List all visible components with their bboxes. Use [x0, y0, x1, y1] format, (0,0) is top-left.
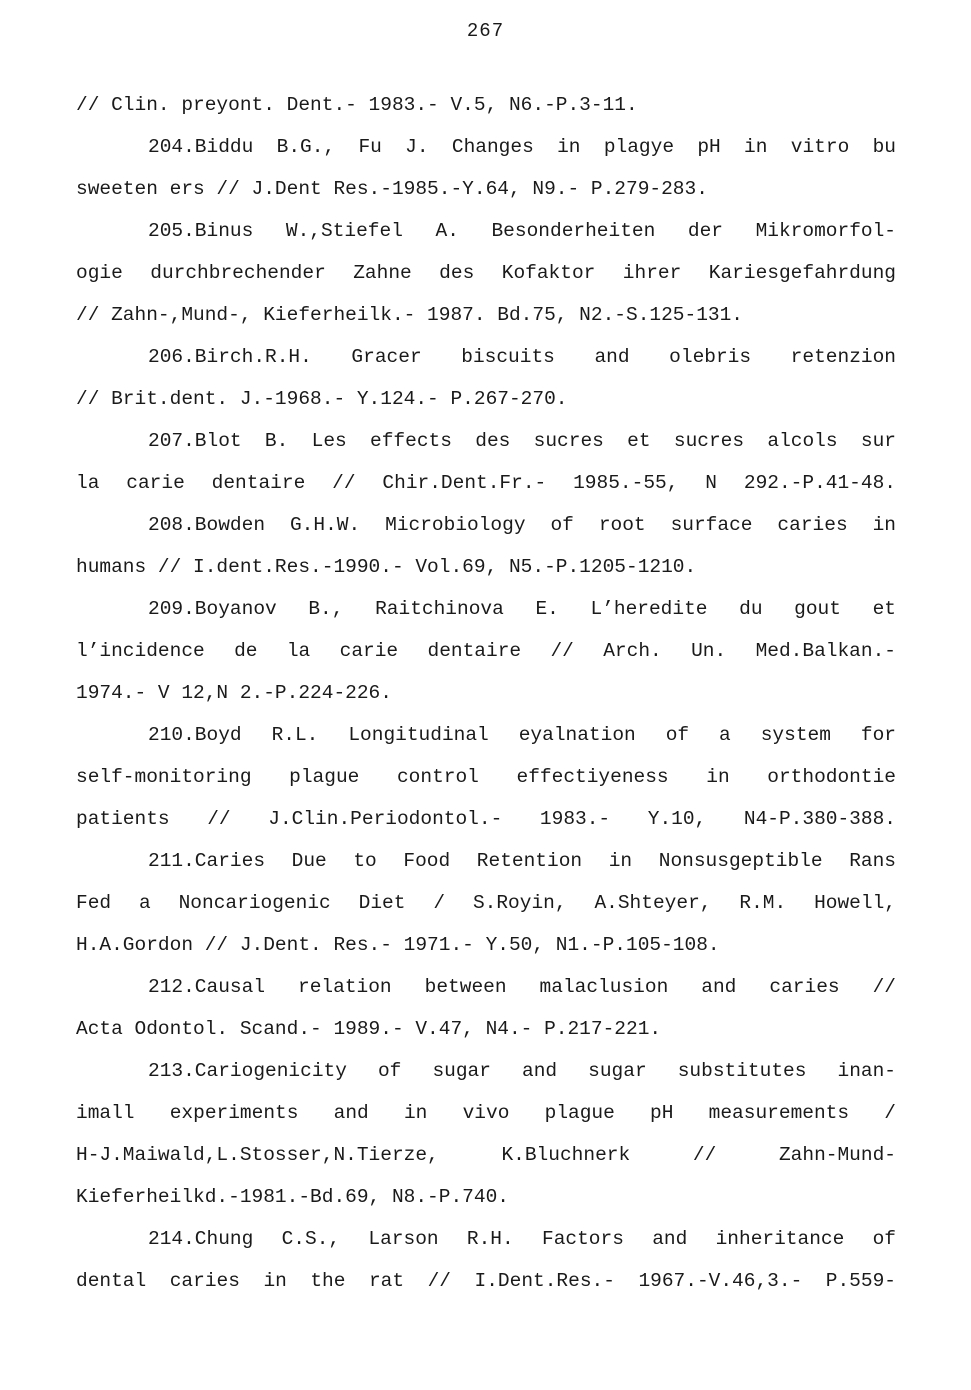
- reference-line: 204.Biddu B.G., Fu J. Changes in plagye pH in vitro bu: [148, 136, 896, 158]
- reference-line: self-monitoring plague control effectiyeness in orthodontie: [76, 766, 896, 788]
- reference-line: humans // I.dent.Res.-1990.- Vol.69, N5.-P.1205-1210.: [76, 556, 697, 578]
- reference-line: // Brit.dent. J.-1968.- Y.124.- P.267-270.: [76, 388, 568, 410]
- reference-line: H.A.Gordon // J.Dent. Res.- 1971.- Y.50, N1.-P.105-108.: [76, 934, 720, 956]
- reference-line: 206.Birch.R.H. Gracer biscuits and olebris retenzion: [148, 346, 896, 368]
- reference-line: 208.Bowden G.H.W. Microbiology of root surface caries in: [148, 514, 896, 536]
- reference-line: 207.Blot B. Les effects des sucres et sucres alcols sur: [148, 430, 896, 452]
- reference-line: imall experiments and in vivo plague pH measurements /: [76, 1102, 896, 1124]
- reference-list: [76, 84, 896, 1302]
- reference-line: l’incidence de la carie dentaire // Arch. Un. Med.Balkan.-: [76, 640, 896, 662]
- reference-line: H-J.Maiwald,L.Stosser,N.Tierze, K.Bluchnerk // Zahn-Mund-: [76, 1144, 896, 1166]
- reference-line: Acta Odontol. Scand.- 1989.- V.47, N4.- P.217-221.: [76, 1018, 662, 1040]
- reference-line: 213.Cariogenicity of sugar and sugar substitutes inan-: [148, 1060, 896, 1082]
- reference-line: dental caries in the rat // I.Dent.Res.- 1967.-V.46,3.- P.559-: [76, 1270, 896, 1292]
- reference-line: // Zahn-,Mund-, Kieferheilk.- 1987. Bd.75, N2.-S.125-131.: [76, 304, 744, 326]
- reference-line: sweeten ers // J.Dent Res.-1985.-Y.64, N9.- P.279-283.: [76, 178, 708, 200]
- reference-line: ogie durchbrechender Zahne des Kofaktor ihrer Kariesgefahrdung: [76, 262, 896, 284]
- reference-line: 214.Chung C.S., Larson R.H. Factors and inheritance of: [148, 1228, 896, 1250]
- reference-line: // Clin. preyont. Dent.- 1983.- V.5, N6.-P.3-11.: [76, 94, 638, 116]
- reference-line: Fed a Noncariogenic Diet / S.Royin, A.Shteyer, R.M. Howell,: [76, 892, 896, 914]
- reference-line: 210.Boyd R.L. Longitudinal eyalnation of a system for: [148, 724, 896, 746]
- reference-line: 211.Caries Due to Food Retention in Nonsusgeptible Rans: [148, 850, 896, 872]
- reference-line: 209.Boyanov B., Raitchinova E. L’heredite du gout et: [148, 598, 896, 620]
- reference-line: patients // J.Clin.Periodontol.- 1983.- Y.10, N4-P.380-388.: [76, 808, 896, 830]
- reference-line: 1974.- V 12,N 2.-P.224-226.: [76, 682, 392, 704]
- page-number: 267: [466, 20, 505, 42]
- reference-line: 212.Causal relation between malaclusion and caries //: [148, 976, 896, 998]
- reference-line: la carie dentaire // Chir.Dent.Fr.- 1985.-55, N 292.-P.41-48.: [76, 472, 896, 494]
- reference-line: Kieferheilkd.-1981.-Bd.69, N8.-P.740.: [76, 1186, 509, 1208]
- reference-line: 205.Binus W.,Stiefel A. Besonderheiten der Mikromorfol-: [148, 220, 896, 242]
